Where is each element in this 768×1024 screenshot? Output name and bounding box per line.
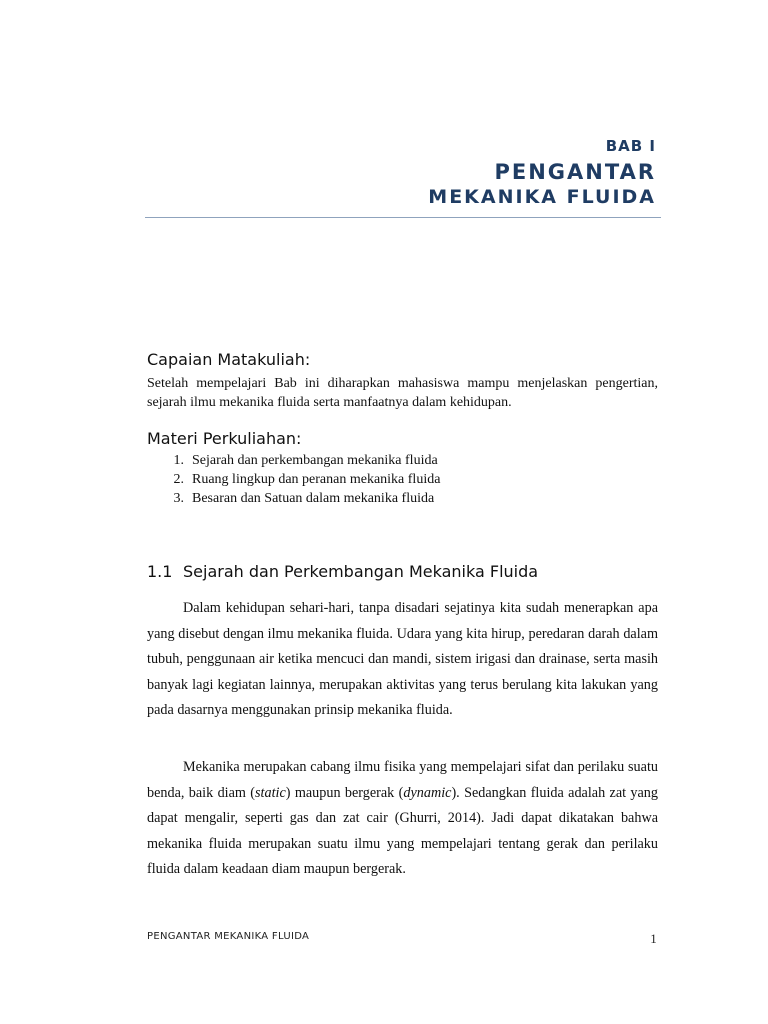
materi-list xyxy=(147,451,647,508)
list-text: Sejarah dan perkembangan mekanika fluida xyxy=(192,453,438,468)
list-number: 2. xyxy=(173,472,184,487)
paragraph-2-part-c: ). Sedangkan fluida adalah zat yang dapat mengalir, seperti gas dan zat cair (Ghurri, 2014). Jadi dapat dikatakan bahwa mekanika fluida merupakan suatu ilmu yang mempelajari tentang gerak dan perilaku fluida dalam keadaan diam maupun bergerak. xyxy=(147,784,658,877)
chapter-title-line1: PENGANTAR xyxy=(494,160,656,184)
section-number: 1.1 xyxy=(147,562,173,581)
list-text: Ruang lingkup dan peranan mekanika fluida xyxy=(192,472,441,487)
list-text: Besaran dan Satuan dalam mekanika fluida xyxy=(192,491,435,506)
paragraph-1: Dalam kehidupan sehari-hari, tanpa disadari sejatinya kita sudah menerapkan apa yang disebut dengan ilmu mekanika fluida. Udara yang kita hirup, peredaran darah dalam tubuh, penggunaan air ketika mencuci dan mandi, sistem irigasi dan drainase, serta masih banyak lagi kegiatan lainnya, merupakan aktivitas yang terus berulang kita lakukan yang pada dasarnya menggunakan prinsip mekanika fluida. xyxy=(147,600,658,718)
paragraph-2-part-b: ) maupun bergerak ( xyxy=(285,784,404,801)
chapter-label: BAB I xyxy=(605,137,656,155)
footer-running-title: PENGANTAR MEKANIKA FLUIDA xyxy=(147,931,310,942)
materi-heading: Materi Perkuliahan: xyxy=(147,429,302,448)
list-item xyxy=(147,489,647,508)
paragraph-2 xyxy=(147,755,658,883)
term-dynamic: dynamic xyxy=(403,784,452,801)
chapter-divider xyxy=(145,217,661,218)
page-number: 1 xyxy=(650,931,657,946)
list-number: 1. xyxy=(173,453,184,468)
page-footer xyxy=(147,931,657,947)
capaian-text: Setelah mempelajari Bab ini diharapkan mahasiswa mampu menjelaskan pengertian, sejarah ilmu mekanika fluida serta manfaatnya dalam kehidupan. xyxy=(147,376,658,410)
list-item xyxy=(147,470,647,489)
section-heading xyxy=(147,562,538,581)
list-item xyxy=(147,451,647,470)
capaian-heading: Capaian Matakuliah: xyxy=(147,350,311,369)
term-static: static xyxy=(255,784,286,801)
list-number: 3. xyxy=(173,491,184,506)
paragraph-2-part-a: Mekanika merupakan cabang ilmu fisika yang mempelajari sifat dan perilaku suatu benda, baik diam ( xyxy=(147,759,658,801)
section-title: Sejarah dan Perkembangan Mekanika Fluida xyxy=(183,562,539,581)
chapter-title-line2: MEKANIKA FLUIDA xyxy=(428,186,656,208)
